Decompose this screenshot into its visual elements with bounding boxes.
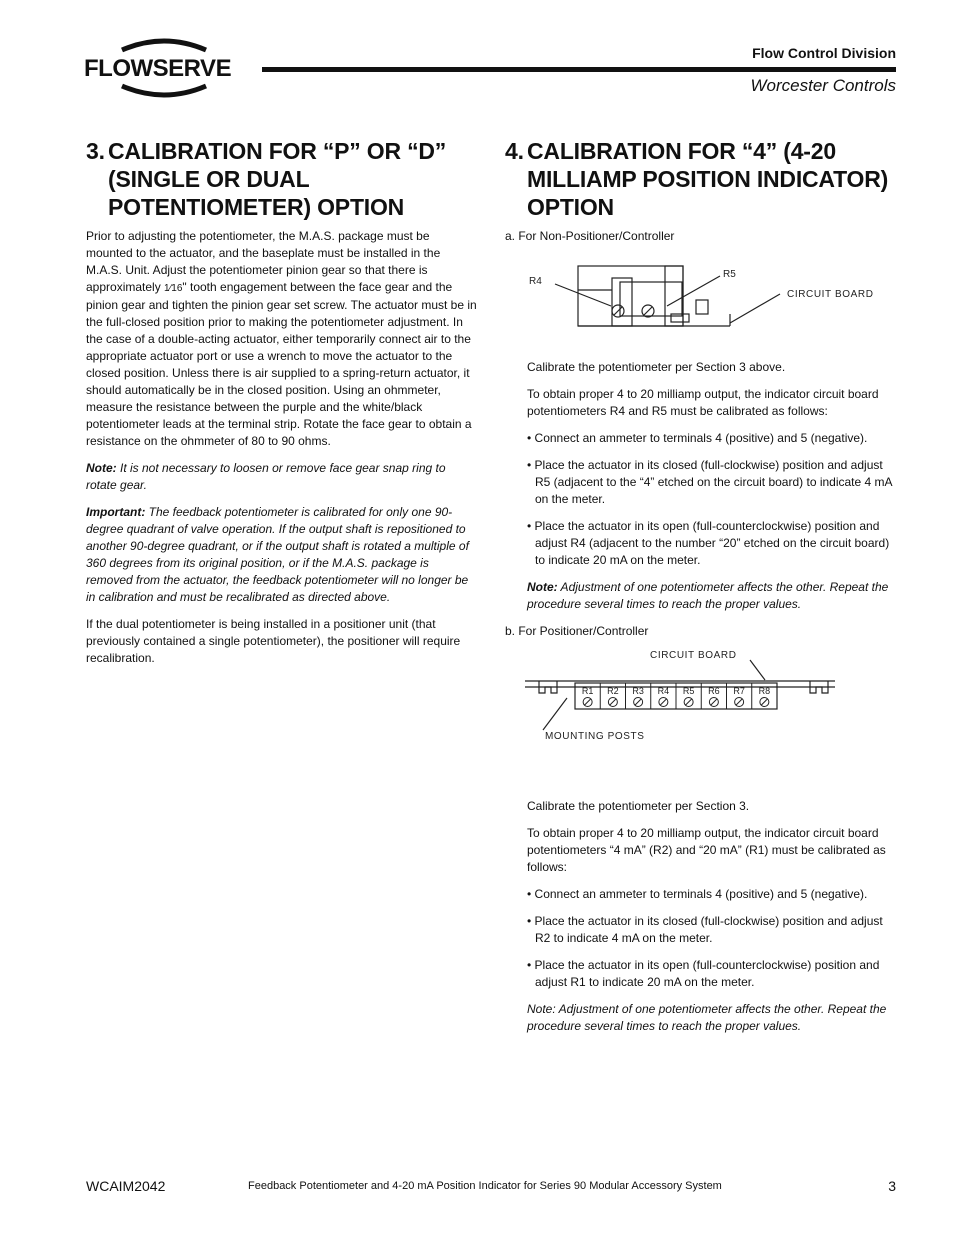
figure-non-positioner-board bbox=[525, 258, 885, 336]
section-3-para-1 bbox=[86, 228, 478, 450]
section-3-para-last: If the dual potentiometer is being installed in a positioner unit (that previously contained a single potentiometer), the positioner will require recalibration. bbox=[86, 617, 461, 665]
resistor-label-r6: R6 bbox=[708, 686, 720, 696]
a-bullet-3: • Place the actuator in its open (full-counterclockwise) position and adjust R4 (adjacent to the number “20” etched on the circuit board) to indicate 20 mA on the meter. bbox=[527, 519, 890, 567]
resistor-label-r1: R1 bbox=[581, 686, 594, 696]
fig1-label-r5: R5 bbox=[723, 269, 736, 280]
b-para-1: Calibrate the potentiometer per Section 3. bbox=[527, 799, 750, 813]
b-bullet-2: • Place the actuator in its closed (full-clockwise) position and adjust R2 to indicate 4 mA on the meter. bbox=[527, 914, 883, 945]
fraction: 1⁄16 bbox=[164, 283, 183, 294]
resistor-slot-r8 bbox=[761, 699, 767, 705]
resistor-slot-r5 bbox=[686, 699, 692, 705]
footer-page-number: 3 bbox=[888, 1178, 896, 1194]
footer-doc-title: Feedback Potentiometer and 4-20 mA Position Indicator for Series 90 Modular Accessory System bbox=[248, 1180, 722, 1192]
division-label: Flow Control Division bbox=[752, 45, 896, 61]
footer-doc-id: WCAIM2042 bbox=[86, 1178, 166, 1194]
resistor-label-r3: R3 bbox=[632, 686, 644, 696]
resistor-label-r4: R4 bbox=[657, 686, 670, 696]
resistor-label-r8: R8 bbox=[758, 686, 771, 696]
section-3-heading bbox=[86, 137, 478, 221]
resistor-slot-r6 bbox=[711, 699, 717, 705]
a-para-2: To obtain proper 4 to 20 milliamp output, the indicator circuit board potentiometers R4 and R5 must be calibrated as follows: bbox=[527, 387, 879, 418]
subsection-b-label: b. For Positioner/Controller bbox=[505, 624, 649, 638]
note-text: It is not necessary to loosen or remove face gear snap ring to rotate gear. bbox=[86, 461, 446, 492]
fig1-label-board: CIRCUIT BOARD bbox=[787, 289, 874, 300]
resistor-label-r7: R7 bbox=[733, 686, 745, 696]
b-para-2: To obtain proper 4 to 20 milliamp output, the indicator circuit board potentiometers “4 mA” (R2) and “20 mA” (R1) must be calibrated as follows: bbox=[527, 826, 886, 874]
resistor-slot-r1 bbox=[585, 699, 591, 705]
flowserve-logo bbox=[84, 38, 244, 100]
fig2-label-posts: MOUNTING POSTS bbox=[545, 731, 645, 742]
b-bullet-1: • Connect an ammeter to terminals 4 (positive) and 5 (negative). bbox=[527, 887, 868, 901]
b-bullet-3: • Place the actuator in its open (full-counterclockwise) position and adjust R1 to indicate 20 mA on the meter. bbox=[527, 958, 880, 989]
a-bullet-1: • Connect an ammeter to terminals 4 (positive) and 5 (negative). bbox=[527, 431, 868, 445]
resistor-label-r2: R2 bbox=[607, 686, 619, 696]
resistor-slot-r3 bbox=[635, 699, 641, 705]
note-label: Note: bbox=[86, 461, 117, 475]
a-note-text: Adjustment of one potentiometer affects the other. Repeat the procedure several times to reach the proper values. bbox=[527, 580, 889, 611]
resistor-slot-r4 bbox=[660, 699, 666, 705]
b-note: Note: Adjustment of one potentiometer affects the other. Repeat the procedure several times to reach the proper values. bbox=[527, 1002, 887, 1033]
important-text: The feedback potentiometer is calibrated for only one 90-degree quadrant of valve operation. If the output shaft is repositioned to another 90-degree quadrant, or if the output shaft is rotated a multiple of 360 degrees from its original position, or if the M.A.S. package is removed from the actuator, the feedback potentiometer will no longer be in calibration and must be recalibrated as directed above. bbox=[86, 505, 469, 604]
section-4-title: CALIBRATION FOR “4” (4-20 MILLIAMP POSITION INDICATOR) OPTION bbox=[527, 138, 889, 220]
logo-text: FLOWSERVE bbox=[84, 55, 232, 82]
section-3-number: 3. bbox=[86, 138, 105, 164]
section-4-heading bbox=[505, 137, 897, 221]
fig1-label-r4: R4 bbox=[529, 276, 542, 287]
a-note-label: Note: bbox=[527, 580, 558, 594]
important-label: Important: bbox=[86, 505, 146, 519]
section-3-title: CALIBRATION FOR “P” OR “D” (SINGLE OR DUAL POTENTIOMETER) OPTION bbox=[108, 138, 447, 220]
brand-label: Worcester Controls bbox=[750, 76, 896, 95]
subsection-a-label: a. For Non-Positioner/Controller bbox=[505, 229, 675, 243]
section-3-important bbox=[86, 504, 478, 606]
header-rule bbox=[262, 67, 896, 72]
para-1-a: Prior to adjusting the potentiometer, the M.A.S. package must be mounted to the actuator, and the baseplate must be installed in the M.A.S. Unit. Adjust the potentiometer pinion gear so that there is approximately bbox=[86, 229, 441, 294]
section-3-note bbox=[86, 460, 478, 494]
figure-positioner-board bbox=[525, 645, 845, 745]
resistor-label-r5: R5 bbox=[682, 686, 695, 696]
resistor-slot-r7 bbox=[736, 699, 742, 705]
resistor-slot-r2 bbox=[610, 699, 616, 705]
fig2-label-board: CIRCUIT BOARD bbox=[650, 650, 737, 661]
a-para-1: Calibrate the potentiometer per Section 3 above. bbox=[527, 360, 786, 374]
section-3 bbox=[86, 137, 478, 677]
a-note bbox=[527, 579, 897, 613]
a-bullet-2: • Place the actuator in its closed (full-clockwise) position and adjust R5 (adjacent to the “4” etched on the circuit board) to indicate 4 mA on the meter. bbox=[527, 458, 892, 506]
section-4-number: 4. bbox=[505, 138, 524, 164]
para-1-b: " tooth engagement between the face gear and the pinion gear and tighten the pinion gear set screw. The actuator must be in the full-closed position prior to making the potentiometer adjustment. In the case of a double-acting actuator, either temporarily connect air to the appropriate actuator port or use a wrench to move the actuator to the closed position. Unless there is air supplied to a spring-return actuator, it should automatically be in the closed position. Using an ohmmeter, measure the resistance between the purple and the white/black potentiometer leads at the terminal strip. Rotate the face gear to obtain a resistance on the ohmmeter of 80 to 90 ohms. bbox=[86, 280, 477, 448]
resistor-row bbox=[582, 683, 770, 709]
